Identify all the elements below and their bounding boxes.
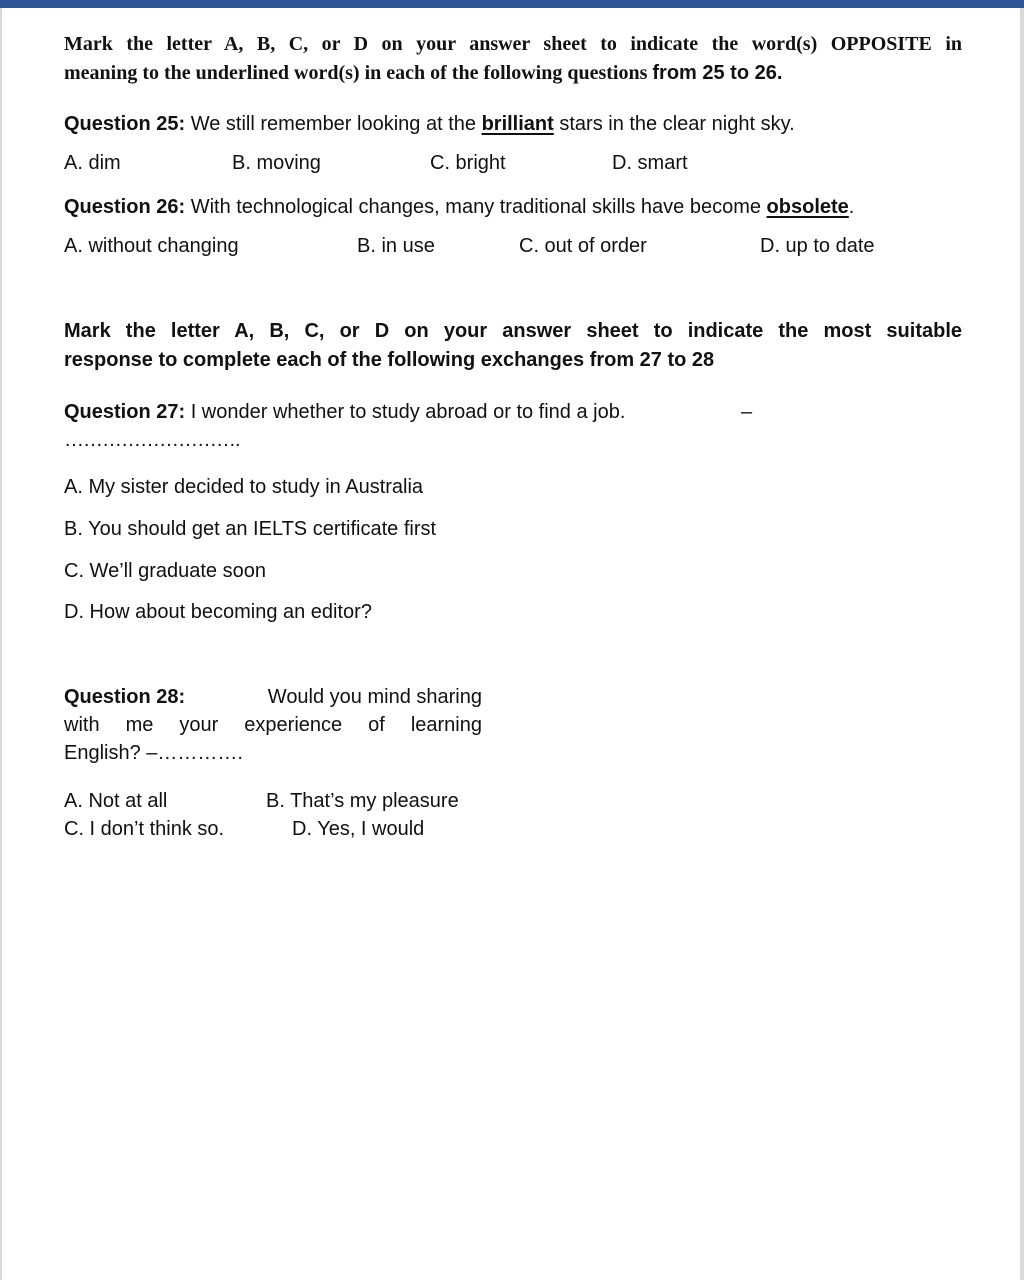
question-28-line1 bbox=[64, 683, 482, 711]
q26-option-d[interactable]: D. up to date bbox=[760, 235, 875, 257]
q27-option-d[interactable]: D. How about becoming an editor? bbox=[64, 601, 372, 623]
q27-option-c[interactable]: C. We’ll graduate soon bbox=[64, 560, 266, 582]
q28-option-c[interactable]: C. I don’t think so. bbox=[64, 818, 225, 840]
q25-option-d[interactable]: D. smart bbox=[612, 152, 688, 174]
window-top-bar bbox=[0, 0, 1024, 8]
document-page bbox=[2, 8, 1020, 1280]
question-25-label: Question 25: bbox=[64, 113, 186, 135]
section1-heading-line2 bbox=[64, 59, 782, 88]
question-26-label: Question 26: bbox=[64, 196, 186, 218]
question-26-keyword: obsolete bbox=[766, 196, 849, 218]
question-25-text-before: We still remember looking at the bbox=[185, 113, 482, 135]
section1-heading-range: from 25 to 26. bbox=[652, 62, 783, 84]
q28-option-b[interactable]: B. That’s my pleasure bbox=[266, 790, 459, 812]
q25-option-b[interactable]: B. moving bbox=[232, 152, 321, 174]
question-28-label: Question 28: bbox=[64, 686, 186, 708]
q28-option-d[interactable]: D. Yes, I would bbox=[292, 818, 425, 840]
question-27-dash: – bbox=[741, 401, 753, 423]
question-26-text-after: . bbox=[848, 196, 855, 218]
question-26 bbox=[64, 193, 854, 221]
question-25-text-after: stars in the clear night sky. bbox=[553, 113, 795, 135]
q27-option-a[interactable]: A. My sister decided to study in Australia bbox=[64, 476, 424, 498]
section1-heading-line1: Mark the letter A, B, C, or D on your answer sheet to indicate the word(s) OPPOSITE in bbox=[64, 33, 962, 55]
question-25 bbox=[64, 110, 795, 138]
section2-heading-line2: response to complete each of the following exchanges from 27 to 28 bbox=[64, 349, 715, 371]
question-27 bbox=[64, 398, 625, 426]
q25-option-c[interactable]: C. bright bbox=[430, 152, 506, 174]
q28-option-a[interactable]: A. Not at all bbox=[64, 790, 168, 812]
question-26-text-before: With technological changes, many traditional skills have become bbox=[185, 196, 767, 218]
q25-option-a[interactable]: A. dim bbox=[64, 152, 121, 174]
section2-heading-line1: Mark the letter A, B, C, or D on your answer sheet to indicate the most suitable bbox=[64, 320, 962, 342]
q26-option-b[interactable]: B. in use bbox=[357, 235, 435, 257]
question-27-text: I wonder whether to study abroad or to find a job. bbox=[185, 401, 626, 423]
question-27-label: Question 27: bbox=[64, 401, 186, 423]
question-25-keyword: brilliant bbox=[481, 113, 554, 135]
question-28-text-line1: Would you mind sharing bbox=[267, 686, 482, 708]
q26-option-a[interactable]: A. without changing bbox=[64, 235, 239, 257]
q27-option-b[interactable]: B. You should get an IELTS certificate first bbox=[64, 518, 437, 540]
q26-option-c[interactable]: C. out of order bbox=[519, 235, 647, 257]
section1-heading-serif: meaning to the underlined word(s) in each of the following questions bbox=[64, 62, 653, 84]
question-28-line2: with me your experience of learning bbox=[64, 714, 482, 736]
question-28-line3: English? –…………. bbox=[64, 742, 243, 764]
question-27-blank: ………………………. bbox=[64, 429, 240, 451]
